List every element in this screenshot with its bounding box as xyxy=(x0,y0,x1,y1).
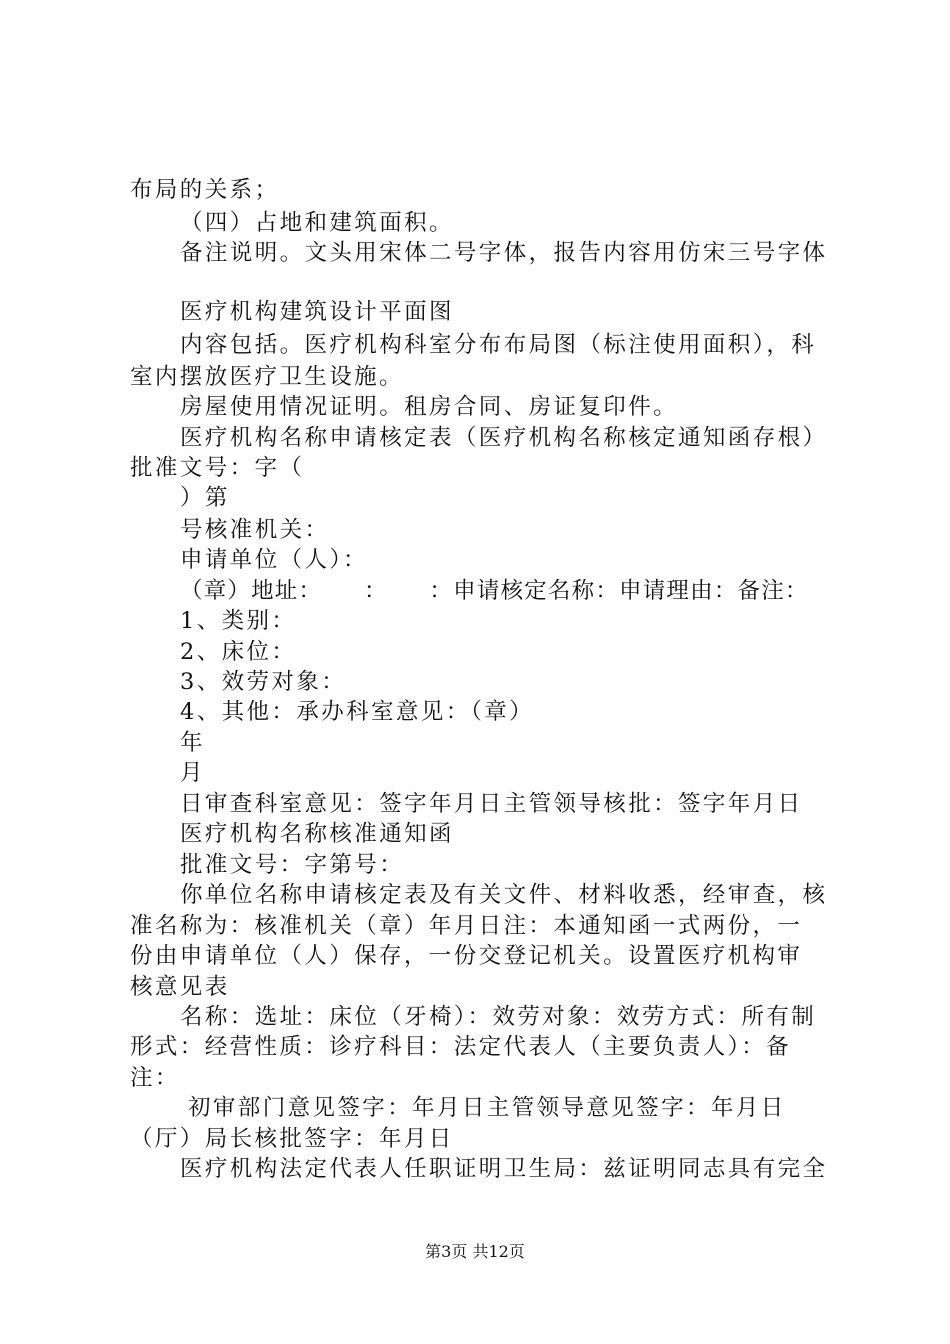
text-line: 核意见表 xyxy=(130,974,230,1000)
list-item: 3、效劳对象： xyxy=(180,669,347,695)
text-line: 日审查科室意见：签字年月日主管领导核批：签字年月日 xyxy=(180,791,803,817)
text-line: 形式：经营性质：诊疗科目：法定代表人（主要负责人）：备 xyxy=(130,1034,792,1060)
text-line: （四）占地和建筑面积。 xyxy=(180,210,454,236)
text-line: 申请单位（人）： xyxy=(180,547,368,573)
section-heading: 医疗机构建筑设计平面图 xyxy=(180,299,454,325)
text-line: 名称：选址：床位（牙椅）：效劳对象：效劳方式：所有制 xyxy=(180,1004,817,1030)
text-line: 你单位名称申请核定表及有关文件、材料收悉，经审查，核 xyxy=(180,882,828,908)
page-number: 第3页 共12页 xyxy=(425,1242,525,1261)
text-line: 号核准机关： xyxy=(180,517,330,543)
text-line: 内容包括。医疗机构科室分布布局图（标注使用面积），科 xyxy=(180,332,817,358)
text-line: 室内摆放医疗卫生设施。 xyxy=(130,364,404,390)
text-line: 初审部门意见签字：年月日主管领导意见签字：年月日 xyxy=(188,1095,786,1121)
text-line: 医疗机构法定代表人任职证明卫生局：兹证明同志具有完全 xyxy=(180,1156,828,1182)
text-line: 批准文号：字（ xyxy=(130,455,305,481)
text-line: 批准文号：字第号： xyxy=(180,852,405,878)
list-item: 4、其他：承办科室意见：（章） xyxy=(180,699,535,725)
text-line: 月 xyxy=(180,760,205,786)
text-line: 年 xyxy=(180,730,205,756)
text-line: 注： xyxy=(130,1065,180,1091)
text-line: 房屋使用情况证明。租房合同、房证复印件。 xyxy=(180,394,679,420)
section-heading: 医疗机构名称核准通知函 xyxy=(180,821,454,847)
list-item: 1、类别： xyxy=(180,608,297,634)
list-item: 2、床位： xyxy=(180,639,297,665)
text-line: ）第 xyxy=(180,485,230,511)
text-line: 份由申请单位（人）保存，一份交登记机关。设置医疗机构审 xyxy=(130,943,803,969)
text-line: 医疗机构名称申请核定表（医疗机构名称核定通知函存根） xyxy=(180,425,828,451)
text-line: 布局的关系； xyxy=(130,177,280,203)
text-line: 准名称为：核准机关（章）年月日注：本通知函一式两份，一 xyxy=(130,913,803,939)
text-line: （厅）局长核批签字：年月日 xyxy=(130,1126,454,1152)
text-line: 备注说明。文头用宋体二号字体，报告内容用仿宋三号字体 xyxy=(180,240,828,266)
text-line: （章）地址： ： ：申请核定名称：申请理由：备注： xyxy=(180,578,809,604)
